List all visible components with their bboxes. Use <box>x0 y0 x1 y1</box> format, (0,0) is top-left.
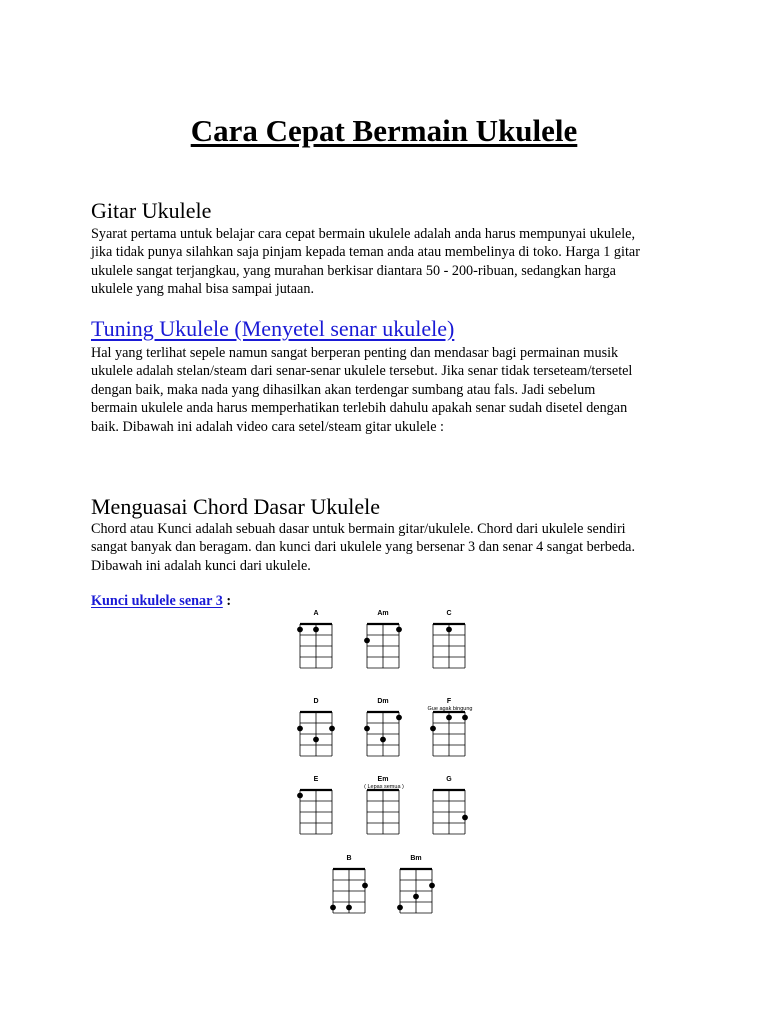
chord-dot <box>462 815 468 821</box>
chord-label: E <box>313 776 319 783</box>
chord-dot <box>364 726 370 732</box>
text-line: bermain ukulele anda harus memperhatikan terlebih dahulu apakah senar sudah disetel dengan <box>91 400 628 417</box>
chord-a <box>297 610 332 668</box>
text-line: Hal yang terlihat sepele namun sangat berperan penting dan mendasar bagi permainan musik <box>91 345 619 361</box>
chord-note: Gue agak bingung <box>427 706 473 712</box>
chord-label: Am <box>377 610 389 617</box>
paragraph-chord-dasar <box>91 520 691 575</box>
chord-dot <box>364 638 370 644</box>
text-line: jika tidak punya silahkan saja pinjam kepada teman anda atau membelinya di toko. Harga 1 gitar <box>91 244 640 261</box>
chord-dot <box>297 627 303 633</box>
chord-label: Em <box>377 776 389 783</box>
chord-f <box>428 698 473 756</box>
chord-label: Dm <box>377 698 389 705</box>
heading-gitar-ukulele: Gitar Ukulele <box>91 198 212 223</box>
chord-em <box>364 776 404 834</box>
chord-dot <box>297 726 303 732</box>
text-line: sangat banyak dan beragam. dan kunci dari ukulele yang bersenar 3 dan senar 4 sangat berbeda. <box>91 539 636 556</box>
chord-label: F <box>446 698 452 705</box>
chord-dot <box>413 894 419 900</box>
text-line: Syarat pertama untuk belajar cara cepat bermain ukulele adalah anda harus mempunyai ukulele, <box>91 226 636 242</box>
text-line: ukulele yang mahal bisa sampai jutaan. <box>91 281 314 298</box>
chord-dot <box>346 905 352 911</box>
chord-dm <box>364 698 402 756</box>
text-line: dengan baik, maka nada yang dihasilkan akan terdengar sumbang atau fals. Jadi sebelum <box>91 381 596 398</box>
chord-dot <box>397 905 403 911</box>
chord-label: C <box>446 610 452 617</box>
paragraph-gitar-ukulele <box>91 225 691 299</box>
chord-dot <box>297 793 303 799</box>
text-line: ukulele adalah stelan/steam dari senar-senar ukulele tersebut. Jika senar tidak terseteam/tersetel <box>91 363 633 380</box>
chord-dot <box>380 737 386 743</box>
kunci-heading <box>91 593 231 610</box>
kunci-suffix: : <box>222 593 232 609</box>
text-line: baik. Dibawah ini adalah video cara setel/steam gitar ukulele : <box>91 418 444 435</box>
chord-note: ( Lepas semua ) <box>364 784 404 790</box>
chord-dot <box>330 905 336 911</box>
chord-dot <box>446 715 452 721</box>
heading-chord-dasar: Menguasai Chord Dasar Ukulele <box>91 494 380 519</box>
chord-label: D <box>313 698 319 705</box>
chord-c <box>433 610 465 668</box>
chord-dot <box>462 715 468 721</box>
chord-am <box>364 610 402 668</box>
text-line: Chord atau Kunci adalah sebuah dasar untuk bermain gitar/ukulele. Chord dari ukulele sendiri <box>91 521 626 537</box>
chord-dot <box>313 627 319 633</box>
chord-dot <box>329 726 335 732</box>
chord-e <box>297 776 332 834</box>
chord-dot <box>396 715 402 721</box>
chord-label: A <box>313 610 319 617</box>
chord-g <box>433 776 468 834</box>
heading-tuning-ukulele-link[interactable]: Tuning Ukulele (Menyetel senar ukulele) <box>91 316 455 341</box>
chord-label: B <box>346 855 352 862</box>
paragraph-tuning-ukulele <box>91 344 691 436</box>
kunci-ukulele-link[interactable]: Kunci ukulele senar 3 <box>91 593 223 609</box>
chord-dot <box>429 883 435 889</box>
chord-dot <box>430 726 436 732</box>
chord-label: G <box>446 776 452 783</box>
chord-dot <box>362 883 368 889</box>
chord-label: Bm <box>410 855 422 862</box>
text-line: Dibawah ini adalah kunci dari ukulele. <box>91 557 311 574</box>
chord-bm <box>397 855 435 913</box>
chord-d <box>297 698 335 756</box>
chord-b <box>330 855 368 913</box>
text-line: ukulele sangat terjangkau, yang murahan berkisar diantara 50 - 200-ribuan, sedangkan harga <box>91 262 616 279</box>
page-title: Cara Cepat Bermain Ukulele <box>190 113 578 148</box>
chord-dot <box>396 627 402 633</box>
chord-dot <box>446 627 452 633</box>
chord-dot <box>313 737 319 743</box>
